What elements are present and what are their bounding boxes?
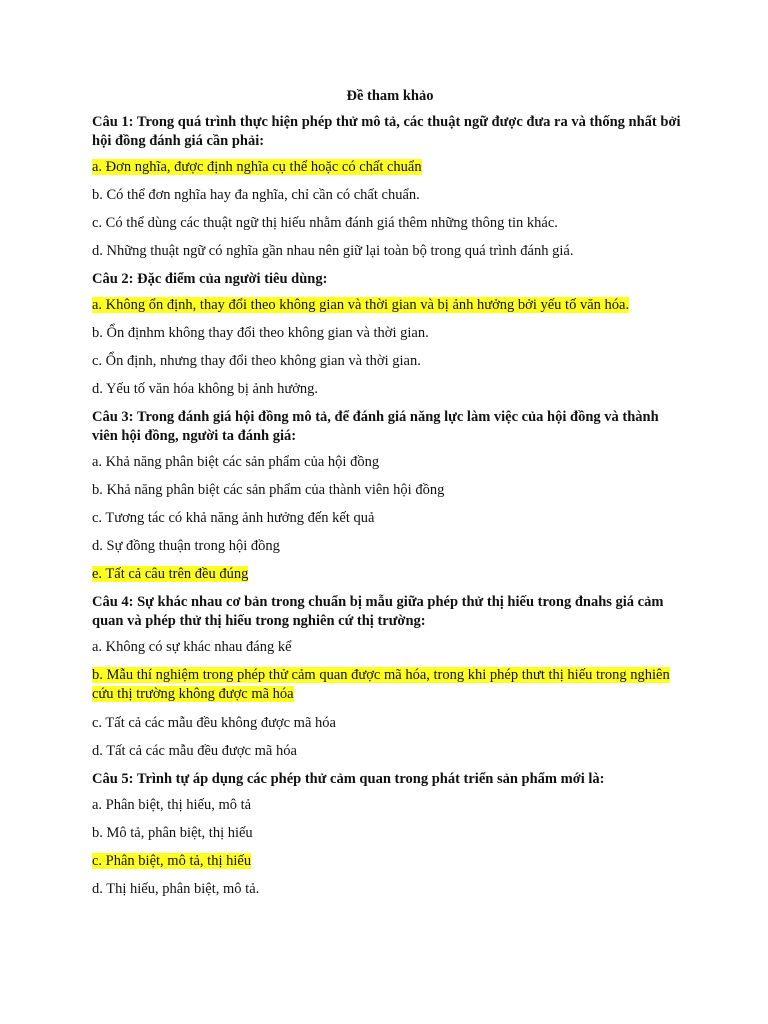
question-2-option-c: c. Ổn định, nhưng thay đổi theo không gian và thời gian. [92,353,421,369]
highlighted-answer: c. Phân biệt, mô tả, thị hiếu [92,853,252,869]
question-4-option-a: a. Không có sự khác nhau đáng kể [92,639,292,655]
question-2: Câu 2: Đặc điểm của người tiêu dùng: [92,271,328,287]
question-2-option-b: b. Ổn địnhm không thay đổi theo không gian và thời gian. [92,325,429,341]
question-5-option-d: d. Thị hiếu, phân biệt, mô tả. [92,881,260,897]
highlighted-answer: a. Không ổn định, thay đổi theo không gian và thời gian và bị ảnh hưởng bởi yếu tố văn hóa. [92,297,630,313]
question-3-option-a: a. Khả năng phân biệt các sản phẩm của hội đồng [92,454,380,470]
question-5: Câu 5: Trình tự áp dụng các phép thử cảm quan trong phát triển sản phẩm mới là: [92,771,605,787]
question-1-option-c: c. Có thể dùng các thuật ngữ thị hiếu nhằm đánh giá thêm những thông tin khác. [92,215,558,231]
question-1-option-d: d. Những thuật ngữ có nghĩa gần nhau nên giữ lại toàn bộ trong quá trình đánh giá. [92,243,574,259]
highlighted-answer: e. Tất cả câu trên đều đúng [92,566,249,582]
question-4-option-c: c. Tất cả các mẫu đều không được mã hóa [92,715,336,731]
question-4-option-b [92,666,688,704]
question-5-option-c [92,852,688,870]
question-5-option-b: b. Mô tả, phân biệt, thị hiếu [92,825,253,841]
question-1-option-b: b. Có thể đơn nghĩa hay đa nghĩa, chỉ cần có chất chuẩn. [92,187,420,203]
question-2-option-d: d. Yếu tố văn hóa không bị ảnh hưởng. [92,381,319,397]
question-3: Câu 3: Trong đánh giá hội đồng mô tả, để đánh giá năng lực làm việc của hội đồng và thành viên hội đồng, người ta đánh giá: [92,409,659,444]
question-1: Câu 1: Trong quá trình thực hiện phép thử mô tả, các thuật ngữ được đưa ra và thống nhất bởi hội đồng đánh giá cần phải: [92,114,681,149]
question-4: Câu 4: Sự khác nhau cơ bản trong chuẩn bị mẫu giữa phép thử thị hiếu trong đnahs giá cảm quan và phép thử thị hiếu trong nghiên cứ thị trường: [92,594,664,629]
question-5-option-a: a. Phân biệt, thị hiếu, mô tả [92,797,252,813]
question-1-option-a [92,158,688,176]
question-3-option-c: c. Tương tác có khả năng ảnh hưởng đến kết quả [92,510,375,526]
question-4-option-d: d. Tất cả các mẫu đều được mã hóa [92,743,297,759]
question-3-option-b: b. Khả năng phân biệt các sản phẩm của thành viên hội đồng [92,482,445,498]
highlighted-answer: b. Mẫu thí nghiệm trong phép thử cảm quan được mã hóa, trong khi phép thưt thị hiếu trong nghiên cứu thị trường không được mã hóa [92,667,670,702]
question-2-option-a [92,296,688,314]
document-title: Đề tham khảo [346,88,434,104]
highlighted-answer: a. Đơn nghĩa, được định nghĩa cụ thể hoặc có chất chuẩn [92,159,422,175]
question-3-option-d: d. Sự đồng thuận trong hội đồng [92,538,280,554]
question-3-option-e [92,565,688,583]
